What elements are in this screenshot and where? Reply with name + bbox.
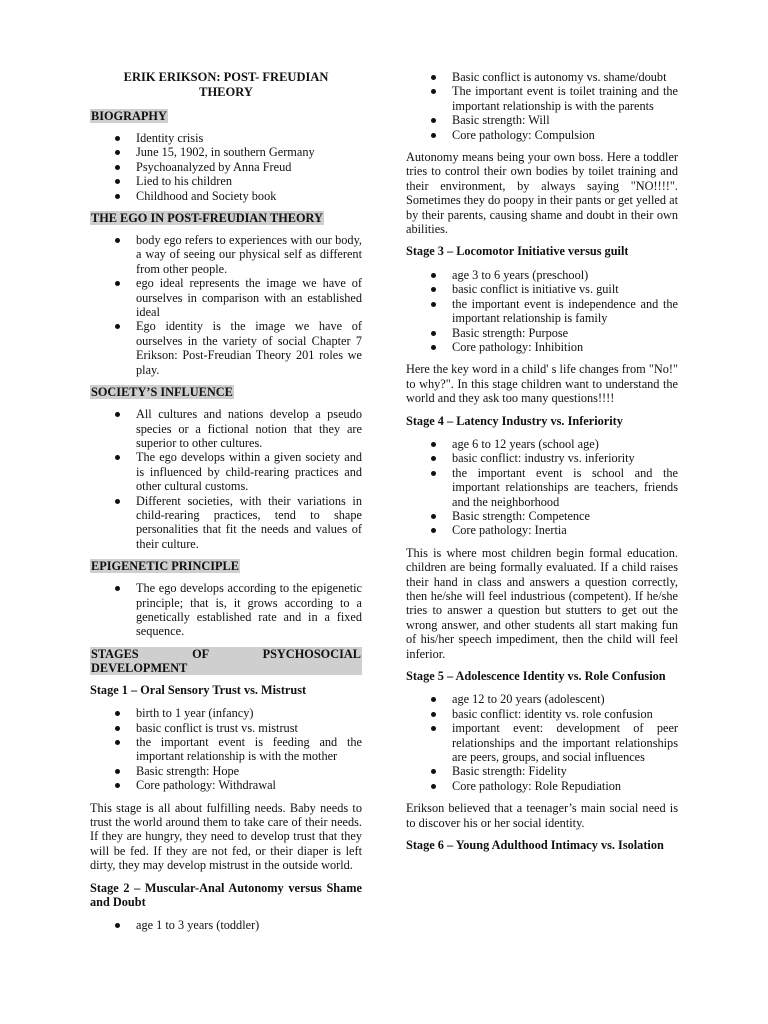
list-item: age 3 to 6 years (preschool): [406, 268, 678, 282]
stage-3-paragraph: Here the key word in a child' s life changes from "No!" to why?". In this stage children want to understand the world and they ask too many questions!!!!: [406, 362, 678, 406]
right-column: [406, 70, 678, 862]
ego-list: [90, 233, 362, 377]
stage-5-list: [406, 692, 678, 793]
stage-4-title: Stage 4 – Latency Industry vs. Inferiority: [406, 413, 623, 428]
stage-4-paragraph: This is where most children begin formal education. children are being formally evaluated. If a child raises their hand in class and answers a question correctly, then he/she will feel industrious (competent). If he/she tries to answer a question but stutters to get out the wrong answer, and other students all start making fun of his/her speech impediment, then the child will feel inferior.: [406, 545, 678, 661]
stage-1-title: Stage 1 – Oral Sensory Trust vs. Mistrust: [90, 682, 307, 697]
list-item: Lied to his children: [90, 174, 362, 188]
stage-6-title: Stage 6 – Young Adulthood Intimacy vs. Isolation: [406, 838, 664, 853]
title-line-1: ERIK ERIKSON: POST- FREUDIAN: [123, 70, 329, 84]
list-item: age 1 to 3 years (toddler): [90, 918, 362, 932]
list-item: age 12 to 20 years (adolescent): [406, 692, 678, 706]
list-item: The ego develops within a given society and is influenced by child-rearing practices and other cultural customs.: [90, 450, 362, 493]
document-title: [90, 70, 362, 100]
list-item: age 6 to 12 years (school age): [406, 437, 678, 451]
stage-4-list: [406, 437, 678, 538]
list-item: Identity crisis: [90, 131, 362, 145]
list-item: Basic strength: Will: [406, 113, 678, 127]
society-heading: SOCIETY’S INFLUENCE: [91, 385, 233, 400]
list-item: basic conflict is initiative vs. guilt: [406, 282, 678, 296]
list-item: Ego identity is the image we have of ourselves in the variety of social Chapter 7 Erikson: Post-Freudian Theory 201 roles we play.: [90, 319, 362, 377]
list-item: Basic strength: Competence: [406, 509, 678, 523]
stage-2-list-left: [90, 918, 362, 932]
list-item: Core pathology: Inhibition: [406, 340, 678, 354]
list-item: June 15, 1902, in southern Germany: [90, 145, 362, 159]
stages-heading-word: OF: [192, 646, 210, 661]
stage-3-list: [406, 268, 678, 354]
list-item: the important event is independence and the important relationship is family: [406, 297, 678, 326]
ego-heading: THE EGO IN POST-FREUDIAN THEORY: [91, 211, 323, 226]
list-item: birth to 1 year (infancy): [90, 706, 362, 720]
list-item: The important event is toilet training and the important relationship is with the parents: [406, 84, 678, 113]
society-list: [90, 407, 362, 551]
list-item: Core pathology: Role Repudiation: [406, 779, 678, 793]
stage-2-paragraph: Autonomy means being your own boss. Here a toddler tries to control their own bodies by toilet training and their environment, by always saying "NO!!!!". Sometimes they do poopy in their pants or get yelled at by their parents, causing shame and doubt in their own abilities.: [406, 150, 678, 237]
list-item: basic conflict: industry vs. inferiority: [406, 451, 678, 465]
list-item: Basic strength: Fidelity: [406, 764, 678, 778]
list-item: All cultures and nations develop a pseudo species or a fictional notion that they are superior to other cultures.: [90, 407, 362, 450]
list-item: Psychoanalyzed by Anna Freud: [90, 160, 362, 174]
stage-5-title: Stage 5 – Adolescence Identity vs. Role Confusion: [406, 669, 666, 684]
stage-5-paragraph: Erikson believed that a teenager’s main social need is to discover his or her social identity.: [406, 801, 678, 830]
list-item: ego ideal represents the image we have of ourselves in comparison with an established ideal: [90, 276, 362, 319]
stage-1-paragraph: This stage is all about fulfilling needs. Baby needs to trust the world around them to take care of their needs. If they are hungry, they need to develop trust that they will be fed. If they are not fed, or their diaper is left dirty, they may develop mistrust in the outside world.: [90, 800, 362, 873]
list-item: Childhood and Society book: [90, 189, 362, 203]
stages-heading-word: PSYCHOSOCIAL: [262, 646, 361, 661]
list-item: Core pathology: Compulsion: [406, 128, 678, 142]
list-item: basic conflict is trust vs. mistrust: [90, 721, 362, 735]
epigenetic-list: [90, 581, 362, 639]
list-item: Core pathology: Withdrawal: [90, 778, 362, 792]
list-item: Basic strength: Purpose: [406, 326, 678, 340]
list-item: important event: development of peer relationships and the important relationships are peers, groups, and social influences: [406, 721, 678, 764]
biography-list: [90, 131, 362, 203]
stages-heading-word: STAGES: [91, 646, 139, 661]
stage-2-list-right: [406, 70, 678, 142]
list-item: body ego refers to experiences with our body, a way of seeing our physical self as different from other people.: [90, 233, 362, 276]
list-item: the important event is school and the important relationships are teachers, friends and the neighborhood: [406, 466, 678, 509]
list-item: Basic strength: Hope: [90, 764, 362, 778]
title-line-2: THEORY: [199, 85, 253, 99]
stages-heading: [90, 647, 362, 675]
stage-1-list: [90, 706, 362, 792]
list-item: basic conflict: identity vs. role confusion: [406, 707, 678, 721]
left-column: [90, 70, 362, 941]
list-item: Different societies, with their variations in child-rearing practices, tend to shape personalities that fit the needs and values of their culture.: [90, 494, 362, 552]
list-item: the important event is feeding and the important relationship is with the mother: [90, 735, 362, 764]
list-item: Core pathology: Inertia: [406, 523, 678, 537]
stages-heading-line-2: DEVELOPMENT: [91, 660, 188, 675]
epigenetic-heading: EPIGENETIC PRINCIPLE: [91, 559, 239, 574]
list-item: The ego develops according to the epigenetic principle; that is, it grows according to a genetically established rate and in a fixed sequence.: [90, 581, 362, 639]
stage-3-title: Stage 3 – Locomotor Initiative versus guilt: [406, 244, 629, 259]
stage-2-title: Stage 2 – Muscular-Anal Autonomy versus Shame and Doubt: [90, 880, 362, 910]
list-item: Basic conflict is autonomy vs. shame/doubt: [406, 70, 678, 84]
biography-heading: BIOGRAPHY: [91, 109, 167, 123]
